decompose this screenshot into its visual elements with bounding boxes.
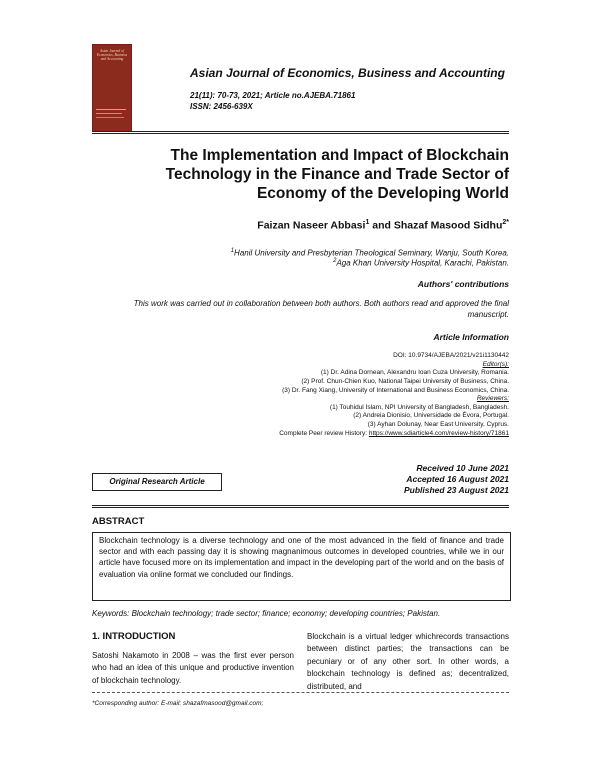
affiliation-text: Hanil University and Presbyterian Theological Seminary, Wanju, South Korea. (234, 248, 509, 258)
editor-entry: (3) Dr. Fang Xiang, University of International and Business Economics, China. (282, 387, 509, 394)
author-list (200, 219, 509, 232)
cover-decoration (96, 117, 124, 118)
journal-cover-title: Asian Journal of Economics, Business and Accounting (96, 49, 128, 62)
footnote: *Corresponding author: E-mail: shazafmasood@gmail.com; (92, 700, 264, 707)
author-name: Shazaf Masood Sidhu (393, 219, 503, 232)
paper-title-line: The Implementation and Impact of Blockchain (170, 147, 509, 164)
review-history-label: Complete Peer review History: (279, 430, 369, 437)
affiliation-mark: 1 (230, 248, 235, 254)
review-history-link[interactable]: https://www.sdiarticle4.com/review-history/71861 (368, 430, 509, 437)
section-rule (92, 505, 509, 506)
author-separator: and (369, 219, 394, 232)
body-column-right: Blockchain is a virtual ledger whichrecords transactions between distinct parties; the transactions can be pecuniary or of any other sort. In other words, a blockchain technology is defined as; decentralized, distributed, and (307, 632, 509, 691)
body-column-left: Satoshi Nakamoto in 2008 – was the first ever person who had an idea of this unique and productive invention of blockchain technology. (92, 651, 294, 685)
paper-title-line: Economy of the Developing World (256, 185, 509, 202)
article-type-box: Original Research Article (92, 473, 222, 491)
author-affiliation-mark: 2* (502, 219, 509, 226)
date-published: Published 23 August 2021 (403, 485, 509, 495)
author-name: Faizan Naseer Abbasi (257, 219, 366, 232)
cover-decoration (96, 113, 122, 114)
section-heading: 1. INTRODUCTION (92, 631, 176, 642)
contributions-text: This work was carried out in collaboration between both authors. Both authors read and approved the final manuscript. (133, 299, 509, 319)
header-rule (92, 131, 509, 132)
paper-title (100, 146, 509, 203)
footnote-rule (92, 692, 509, 693)
date-received: Received 10 June 2021 (416, 463, 509, 473)
doi: DOI: 10.9734/AJEBA/2021/v21i1130442 (393, 352, 509, 359)
affiliation-mark: 2 (333, 258, 337, 264)
journal-citation: 21(11): 70-73, 2021; Article no.AJEBA.71861 (190, 91, 356, 100)
journal-issn: ISSN: 2456-639X (190, 102, 253, 111)
review-history (200, 430, 509, 438)
editors-label: Editor(s): (482, 361, 509, 368)
article-info-heading: Article Information (433, 332, 509, 342)
abstract-heading: ABSTRACT (92, 516, 145, 527)
author-affiliation-mark: 1 (365, 219, 370, 226)
header-rule (92, 133, 509, 134)
reviewer-entry: (1) Touhidul Islam, NPI University of Bangladesh, Bangladesh. (329, 404, 509, 411)
contributions-heading: Authors' contributions (417, 279, 509, 289)
reviewer-entry: (3) Ayhan Dolunay, Near East University, Cyprus. (367, 421, 509, 428)
cover-decoration (96, 109, 126, 110)
reviewer-entry: (2) Andreia Dionisio, Universidade de Évora, Portugal. (353, 412, 509, 419)
affiliation (150, 258, 509, 268)
editor-entry: (2) Prof. Chun-Chien Kuo, National Taipei University of Business, China. (301, 378, 509, 385)
date-accepted: Accepted 16 August 2021 (406, 474, 509, 484)
reviewers-label: Reviewers: (476, 395, 509, 402)
paper-title-line: Technology in the Finance and Trade Sector of (165, 166, 509, 183)
keywords: Keywords: Blockchain technology; trade sector; finance; economy; developing countries; Pakistan. (92, 609, 441, 618)
section-rule (92, 507, 509, 508)
journal-title: Asian Journal of Economics, Business and Accounting (190, 66, 505, 80)
affiliation-text: Aga Khan University Hospital, Karachi, Pakistan. (336, 258, 509, 268)
abstract-box: Blockchain technology is a diverse technology and one of the most advanced in the field of finance and trade sector and with each passing day it is showing magnanimous outcomes in developed countries, while we in our article have focused more on its implementation and impact in the developing part of the world and on the basis of evaluation via online format we concluded our findings. (92, 532, 511, 601)
affiliation (150, 248, 509, 258)
journal-cover-image (92, 44, 132, 132)
editor-entry: (1) Dr. Adina Dornean, Alexandru Ioan Cuza University, Romania. (320, 369, 509, 376)
